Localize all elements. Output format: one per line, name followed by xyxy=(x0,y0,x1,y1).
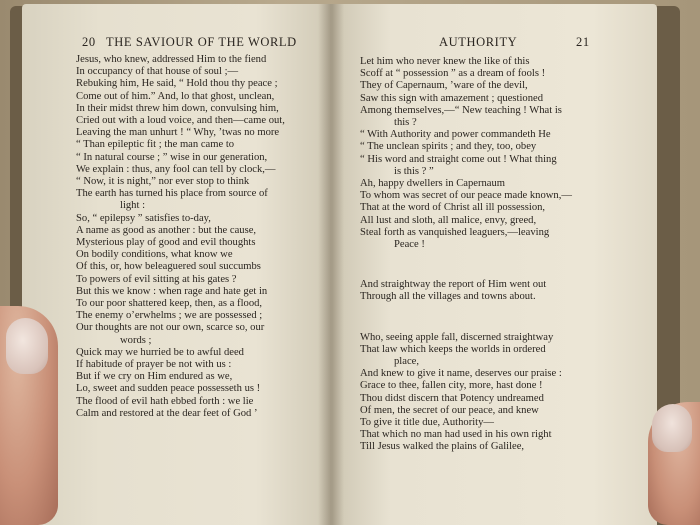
text-line: “ Than epileptic fit ; the man came to xyxy=(76,139,235,151)
text-line: The flood of evil hath ebbed forth : we lie xyxy=(76,395,254,407)
page-number-left: 20 xyxy=(82,35,96,49)
running-head-left: THE SAVIOUR OF THE WORLD xyxy=(106,35,297,49)
text-line: Leaving the man unhurt ! “ Why, ’twas no more xyxy=(76,127,280,139)
text-line: To powers of evil sitting at his gates ? xyxy=(76,273,237,285)
text-line: “ The unclean spirits ; and they, too, obey xyxy=(360,141,537,153)
text-line: A name as good as another : but the cause, xyxy=(76,224,257,236)
text-line: Quick may we hurried be to awful deed xyxy=(76,346,244,358)
text-line: Calm and restored at the dear feet of God ’ xyxy=(76,407,258,419)
text-line: The earth has turned his place from source of xyxy=(76,188,268,200)
text-line: Till Jesus walked the plains of Galilee, xyxy=(360,441,525,453)
text-line: That at the word of Christ all ill possession, xyxy=(360,202,546,214)
text-line: They of Capernaum, ’ware of the devil, xyxy=(360,80,528,92)
text-line: So, “ epilepsy ” satisfies to-day, xyxy=(76,212,211,224)
book-gutter xyxy=(318,4,344,525)
text-line: Ah, happy dwellers in Capernaum xyxy=(360,178,506,190)
text-line: All lust and sloth, all malice, envy, greed, xyxy=(360,214,537,226)
text-line: To give it title due, Authority— xyxy=(360,417,495,429)
text-line: Our thoughts are not our own, scarce so, our xyxy=(76,322,265,334)
text-line: Grace to thee, fallen city, more, hast done ! xyxy=(360,380,543,392)
text-line: Steal forth as vanquished leaguers,—leaving xyxy=(360,226,550,238)
text-line: this ? xyxy=(394,117,417,129)
text-line: is this ? ” xyxy=(394,165,434,177)
text-line: Lo, sweet and sudden peace possesseth us ! xyxy=(76,383,261,395)
text-line: Saw this sign with amazement ; questioned xyxy=(360,92,544,104)
text-line: Come out of him.” And, lo that ghost, unclean, xyxy=(76,90,275,102)
text-line: “ His word and straight come out ! What thing xyxy=(360,153,557,165)
left-page-text xyxy=(76,54,328,420)
running-head-right: AUTHORITY xyxy=(439,35,518,49)
text-line: And straightway the report of Him went out xyxy=(360,279,547,291)
text-line: In their midst threw him down, convulsing him, xyxy=(76,102,279,114)
text-line: place, xyxy=(394,356,419,368)
right-thumbnail xyxy=(652,404,692,452)
text-line: If habitude of prayer be not with us : xyxy=(76,359,232,371)
text-line: But if we cry on Him endured as we, xyxy=(76,371,233,383)
text-line: Thou didst discern that Potency undreamed xyxy=(360,392,544,404)
text-line: On bodily conditions, what know we xyxy=(76,249,233,261)
text-line: Who, seeing apple fall, discerned straightway xyxy=(360,331,554,343)
text-line: That which no man had used in his own right xyxy=(360,429,552,441)
text-line: Of men, the secret of our peace, and knew xyxy=(360,404,539,416)
text-line: But this we know : when rage and hate get in xyxy=(76,285,268,297)
text-line: “ With Authority and power commandeth He xyxy=(360,129,551,141)
text-line: “ In natural course ; ” wise in our generation, xyxy=(76,151,268,163)
text-line: The enemy o’erwhelms ; we are possessed ; xyxy=(76,310,263,322)
text-line: And knew to give it name, deserves our praise : xyxy=(360,368,562,380)
text-line: Among themselves,—“ New teaching ! What is xyxy=(360,104,562,116)
text-line: Rebuking him, He said, “ Hold thou thy peace ; xyxy=(76,78,278,90)
text-line: words ; xyxy=(120,334,152,346)
text-line: To our poor shattered keep, then, as a flood, xyxy=(76,298,263,310)
right-page xyxy=(332,4,657,525)
text-line: Mysterious play of good and evil thoughts xyxy=(76,237,256,249)
text-line: Let him who never knew the like of this xyxy=(360,56,530,67)
right-page-text xyxy=(360,56,622,454)
stanza-break xyxy=(360,251,622,279)
text-line: In occupancy of that house of soul ;— xyxy=(76,66,239,78)
text-line: That law which keeps the worlds in ordered xyxy=(360,343,546,355)
text-line: To whom was secret of our peace made known,— xyxy=(360,190,572,202)
text-line: Of this, or, how beleaguered soul succumbs xyxy=(76,261,261,273)
left-page xyxy=(22,4,334,525)
left-thumbnail xyxy=(6,318,48,374)
text-line: Through all the villages and towns about. xyxy=(360,291,536,303)
text-line: Jesus, who knew, addressed Him to the fiend xyxy=(76,54,267,65)
text-line: Cried out with a loud voice, and then—came out, xyxy=(76,115,285,127)
text-line: Peace ! xyxy=(394,239,425,251)
page-number-right: 21 xyxy=(576,35,590,49)
text-line: light : xyxy=(120,200,146,212)
text-line: We explain : thus, any fool can tell by clock,— xyxy=(76,163,276,175)
text-line: “ Now, it is night,” nor ever stop to think xyxy=(76,176,250,188)
text-line: Scoff at “ possession ” as a dream of fools ! xyxy=(360,68,546,80)
stanza-break xyxy=(360,304,622,332)
